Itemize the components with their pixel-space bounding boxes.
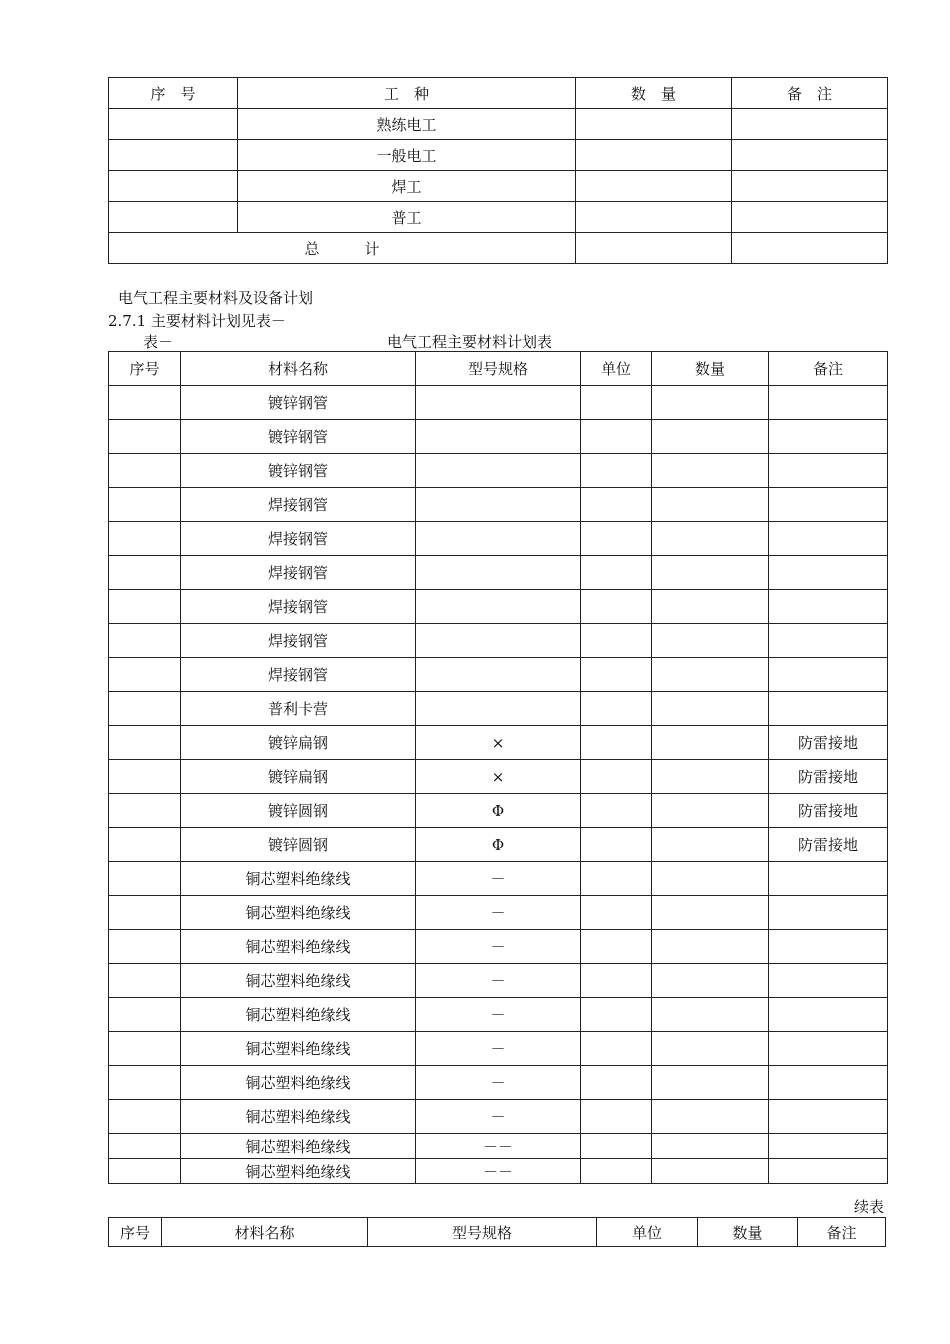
material-spec-cell: － <box>416 1100 581 1134</box>
material-spec-cell: －－ <box>416 1159 581 1184</box>
table-label: 表－ <box>143 333 174 351</box>
material-index-cell <box>109 590 181 624</box>
material-name-cell: 铜芯塑料绝缘线 <box>181 862 416 896</box>
material-quantity-cell <box>652 1100 769 1134</box>
labor-remark-cell <box>732 171 888 202</box>
material-remark-cell <box>769 1100 888 1134</box>
material-spec-cell: － <box>416 862 581 896</box>
labor-row <box>109 109 888 140</box>
material-quantity-cell <box>652 590 769 624</box>
material-unit-cell <box>581 556 652 590</box>
material-remark-cell <box>769 1066 888 1100</box>
material-unit-cell <box>581 828 652 862</box>
material-index-cell <box>109 692 181 726</box>
material-index-cell <box>109 1100 181 1134</box>
material-row <box>109 1066 888 1100</box>
material-spec-cell: － <box>416 1032 581 1066</box>
material-quantity-cell <box>652 726 769 760</box>
material-spec-cell <box>416 522 581 556</box>
labor-total-quantity <box>576 233 732 264</box>
material-quantity-cell <box>652 1134 769 1159</box>
material-index-cell <box>109 828 181 862</box>
material-row <box>109 522 888 556</box>
material-unit-cell <box>581 624 652 658</box>
subsection-heading: 2.7.1 主要材料计划见表－ <box>108 312 286 330</box>
header-index: 序号 <box>109 352 181 386</box>
material-unit-cell <box>581 692 652 726</box>
material-remark-cell <box>769 1134 888 1159</box>
material-row <box>109 658 888 692</box>
material-unit-cell <box>581 454 652 488</box>
material-spec-cell <box>416 488 581 522</box>
material-spec-cell: × <box>416 760 581 794</box>
material-name-cell: 铜芯塑料绝缘线 <box>181 998 416 1032</box>
material-spec-cell: Φ <box>416 828 581 862</box>
material-spec-cell <box>416 624 581 658</box>
labor-quantity-cell <box>576 171 732 202</box>
material-name-cell: 镀锌钢管 <box>181 386 416 420</box>
material-name-cell: 铜芯塑料绝缘线 <box>181 964 416 998</box>
material-spec-cell: × <box>416 726 581 760</box>
material-index-cell <box>109 964 181 998</box>
material-unit-cell <box>581 760 652 794</box>
material-row <box>109 930 888 964</box>
material-spec-cell <box>416 556 581 590</box>
labor-quantity-cell <box>576 109 732 140</box>
material-name-cell: 铜芯塑料绝缘线 <box>181 1032 416 1066</box>
labor-remark-cell <box>732 109 888 140</box>
labor-header-row <box>109 78 888 109</box>
material-index-cell <box>109 896 181 930</box>
material-quantity-cell <box>652 488 769 522</box>
material-remark-cell <box>769 1032 888 1066</box>
header-material-name: 材料名称 <box>181 352 416 386</box>
material-unit-cell <box>581 1100 652 1134</box>
material-quantity-cell <box>652 964 769 998</box>
section-title: 电气工程主要材料及设备计划 <box>118 289 314 307</box>
material-name-cell: 镀锌圆钢 <box>181 828 416 862</box>
material-quantity-cell <box>652 692 769 726</box>
material-unit-cell <box>581 658 652 692</box>
labor-header-trade: 工 种 <box>238 78 576 109</box>
material-row <box>109 1100 888 1134</box>
material-quantity-cell <box>652 862 769 896</box>
material-remark-cell <box>769 964 888 998</box>
labor-index-cell <box>109 171 238 202</box>
material-name-cell: 镀锌扁钢 <box>181 760 416 794</box>
continued-header-row <box>109 1218 886 1247</box>
material-unit-cell <box>581 998 652 1032</box>
material-index-cell <box>109 998 181 1032</box>
material-spec-cell: －－ <box>416 1134 581 1159</box>
labor-total-label: 总 计 <box>109 233 576 264</box>
labor-quantity-cell <box>576 202 732 233</box>
table-title: 电气工程主要材料计划表 <box>387 333 553 351</box>
material-quantity-cell <box>652 556 769 590</box>
material-quantity-cell <box>652 794 769 828</box>
labor-remark-cell <box>732 140 888 171</box>
material-row <box>109 726 888 760</box>
material-name-cell: 镀锌扁钢 <box>181 726 416 760</box>
material-unit-cell <box>581 1134 652 1159</box>
cont-header-material-name: 材料名称 <box>162 1218 368 1247</box>
material-index-cell <box>109 658 181 692</box>
material-remark-cell <box>769 930 888 964</box>
labor-index-cell <box>109 202 238 233</box>
material-index-cell <box>109 726 181 760</box>
cont-header-index: 序号 <box>109 1218 162 1247</box>
labor-total-row <box>109 233 888 264</box>
material-quantity-cell <box>652 828 769 862</box>
material-spec-cell <box>416 658 581 692</box>
material-index-cell <box>109 760 181 794</box>
material-spec-cell: － <box>416 964 581 998</box>
cont-header-unit: 单位 <box>597 1218 698 1247</box>
material-remark-cell <box>769 420 888 454</box>
cont-header-remark: 备注 <box>798 1218 886 1247</box>
header-spec: 型号规格 <box>416 352 581 386</box>
labor-row <box>109 171 888 202</box>
material-row <box>109 1159 888 1184</box>
material-unit-cell <box>581 862 652 896</box>
material-name-cell: 铜芯塑料绝缘线 <box>181 1100 416 1134</box>
material-spec-cell <box>416 692 581 726</box>
material-remark-cell <box>769 488 888 522</box>
material-unit-cell <box>581 1066 652 1100</box>
material-index-cell <box>109 420 181 454</box>
material-index-cell <box>109 522 181 556</box>
material-remark-cell <box>769 522 888 556</box>
material-row <box>109 624 888 658</box>
material-row <box>109 590 888 624</box>
header-remark: 备注 <box>769 352 888 386</box>
material-unit-cell <box>581 794 652 828</box>
material-row <box>109 1134 888 1159</box>
material-row <box>109 1032 888 1066</box>
material-remark-cell <box>769 556 888 590</box>
material-quantity-cell <box>652 1032 769 1066</box>
labor-total-remark <box>732 233 888 264</box>
material-remark-cell <box>769 692 888 726</box>
material-name-cell: 铜芯塑料绝缘线 <box>181 1159 416 1184</box>
material-row <box>109 760 888 794</box>
header-quantity: 数量 <box>652 352 769 386</box>
material-row <box>109 420 888 454</box>
material-unit-cell <box>581 488 652 522</box>
material-row <box>109 692 888 726</box>
material-unit-cell <box>581 590 652 624</box>
material-quantity-cell <box>652 522 769 556</box>
material-unit-cell <box>581 522 652 556</box>
material-spec-cell <box>416 386 581 420</box>
material-spec-cell <box>416 590 581 624</box>
labor-trade-cell: 一般电工 <box>238 140 576 171</box>
material-quantity-cell <box>652 760 769 794</box>
material-remark-cell: 防雷接地 <box>769 760 888 794</box>
material-remark-cell <box>769 454 888 488</box>
material-name-cell: 焊接钢管 <box>181 590 416 624</box>
material-remark-cell <box>769 658 888 692</box>
labor-remark-cell <box>732 202 888 233</box>
material-name-cell: 焊接钢管 <box>181 658 416 692</box>
material-row <box>109 862 888 896</box>
material-unit-cell <box>581 420 652 454</box>
material-quantity-cell <box>652 386 769 420</box>
material-unit-cell <box>581 386 652 420</box>
material-index-cell <box>109 454 181 488</box>
material-remark-cell <box>769 896 888 930</box>
material-row <box>109 964 888 998</box>
material-row <box>109 488 888 522</box>
material-quantity-cell <box>652 930 769 964</box>
material-remark-cell <box>769 998 888 1032</box>
material-row <box>109 828 888 862</box>
labor-header-quantity: 数 量 <box>576 78 732 109</box>
material-row <box>109 386 888 420</box>
material-index-cell <box>109 862 181 896</box>
material-remark-cell: 防雷接地 <box>769 726 888 760</box>
material-name-cell: 焊接钢管 <box>181 522 416 556</box>
header-unit: 单位 <box>581 352 652 386</box>
material-name-cell: 铜芯塑料绝缘线 <box>181 930 416 964</box>
material-quantity-cell <box>652 658 769 692</box>
material-name-cell: 普利卡营 <box>181 692 416 726</box>
material-spec-cell <box>416 454 581 488</box>
material-name-cell: 焊接钢管 <box>181 488 416 522</box>
material-quantity-cell <box>652 1159 769 1184</box>
material-index-cell <box>109 1032 181 1066</box>
material-spec-cell: － <box>416 896 581 930</box>
material-spec-cell: － <box>416 1066 581 1100</box>
material-quantity-cell <box>652 420 769 454</box>
cont-header-spec: 型号规格 <box>368 1218 597 1247</box>
labor-index-cell <box>109 109 238 140</box>
material-name-cell: 焊接钢管 <box>181 624 416 658</box>
material-name-cell: 镀锌圆钢 <box>181 794 416 828</box>
labor-trade-cell: 熟练电工 <box>238 109 576 140</box>
material-index-cell <box>109 794 181 828</box>
material-unit-cell <box>581 1032 652 1066</box>
material-unit-cell <box>581 1159 652 1184</box>
labor-trade-cell: 焊工 <box>238 171 576 202</box>
continued-table <box>108 1217 886 1247</box>
material-remark-cell <box>769 386 888 420</box>
material-spec-cell: － <box>416 998 581 1032</box>
labor-header-remark: 备 注 <box>732 78 888 109</box>
material-unit-cell <box>581 896 652 930</box>
material-index-cell <box>109 624 181 658</box>
material-row <box>109 454 888 488</box>
material-index-cell <box>109 1066 181 1100</box>
material-name-cell: 镀锌钢管 <box>181 454 416 488</box>
continued-label: 续表 <box>853 1198 884 1216</box>
material-row <box>109 794 888 828</box>
labor-trade-cell: 普工 <box>238 202 576 233</box>
material-index-cell <box>109 556 181 590</box>
material-spec-cell: Φ <box>416 794 581 828</box>
material-index-cell <box>109 1134 181 1159</box>
material-remark-cell: 防雷接地 <box>769 828 888 862</box>
material-name-cell: 铜芯塑料绝缘线 <box>181 896 416 930</box>
labor-index-cell <box>109 140 238 171</box>
material-unit-cell <box>581 964 652 998</box>
labor-row <box>109 140 888 171</box>
material-index-cell <box>109 1159 181 1184</box>
labor-row <box>109 202 888 233</box>
material-quantity-cell <box>652 998 769 1032</box>
labor-header-index: 序 号 <box>109 78 238 109</box>
material-remark-cell <box>769 1159 888 1184</box>
material-quantity-cell <box>652 896 769 930</box>
materials-table <box>108 351 888 1184</box>
material-row <box>109 556 888 590</box>
material-name-cell: 焊接钢管 <box>181 556 416 590</box>
cont-header-quantity: 数量 <box>698 1218 798 1247</box>
material-index-cell <box>109 488 181 522</box>
material-row <box>109 896 888 930</box>
material-unit-cell <box>581 930 652 964</box>
material-spec-cell: － <box>416 930 581 964</box>
material-remark-cell <box>769 624 888 658</box>
material-quantity-cell <box>652 624 769 658</box>
material-unit-cell <box>581 726 652 760</box>
labor-table <box>108 77 888 264</box>
material-spec-cell <box>416 420 581 454</box>
material-remark-cell: 防雷接地 <box>769 794 888 828</box>
material-row <box>109 998 888 1032</box>
materials-header-row <box>109 352 888 386</box>
material-remark-cell <box>769 590 888 624</box>
material-quantity-cell <box>652 454 769 488</box>
material-name-cell: 铜芯塑料绝缘线 <box>181 1134 416 1159</box>
material-index-cell <box>109 386 181 420</box>
material-index-cell <box>109 930 181 964</box>
material-remark-cell <box>769 862 888 896</box>
material-name-cell: 镀锌钢管 <box>181 420 416 454</box>
material-name-cell: 铜芯塑料绝缘线 <box>181 1066 416 1100</box>
material-quantity-cell <box>652 1066 769 1100</box>
labor-quantity-cell <box>576 140 732 171</box>
